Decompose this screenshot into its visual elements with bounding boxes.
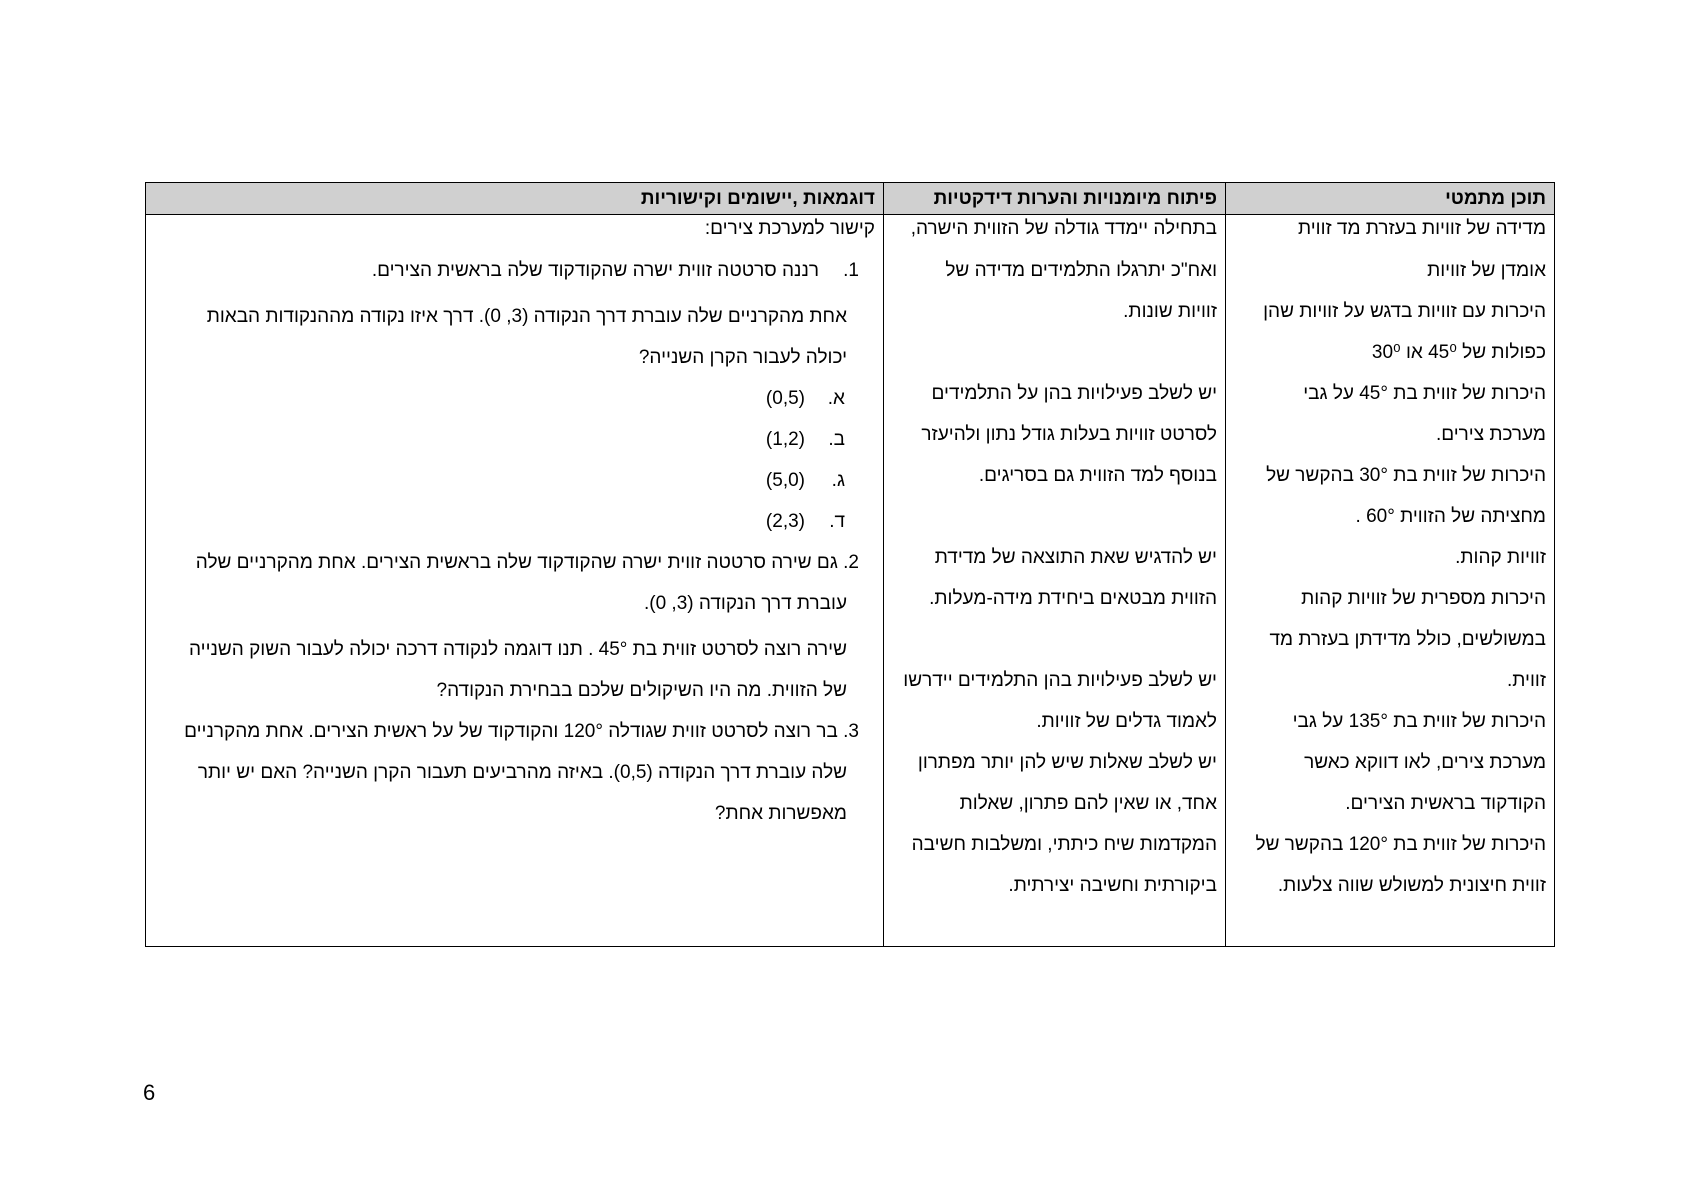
question-3-line: מאפשרות אחת? bbox=[714, 803, 847, 824]
examples-intro: קישור למערכת צירים: bbox=[704, 218, 875, 239]
question-1-line: אחת מהקרניים שלה עוברת דרך הנקודה (3, 0). דרך איזו נקודה מההנקודות הבאות bbox=[206, 306, 847, 327]
option-letter: ג. bbox=[831, 470, 845, 491]
skills-line: לאמוד גדלים של זוויות. bbox=[1036, 711, 1217, 732]
content-line: מערכת צירים. bbox=[1435, 424, 1546, 445]
content-line: זווית. bbox=[1507, 670, 1546, 691]
answer-option bbox=[152, 425, 875, 466]
option-value: (5,0) bbox=[765, 470, 805, 491]
skills-line: ואח"כ יתרגלו התלמידים מדידה של bbox=[945, 260, 1217, 281]
skills-line: הזווית מבטאים ביחידת מידה-מעלות. bbox=[929, 588, 1217, 609]
answer-option bbox=[152, 384, 875, 425]
content-line: היכרות של זווית בת 30° בהקשר של bbox=[1266, 465, 1546, 486]
header-skills: פיתוח מיומנויות והערות דידקטיות bbox=[883, 183, 1225, 214]
header-content: תוכן מתמטי bbox=[1225, 183, 1554, 214]
content-line: מחציתה של הזווית 60° . bbox=[1355, 506, 1546, 527]
question-2-line: שירה רוצה לסרטט זווית בת 45° . תנו דוגמה לנקודה דרכה יכולה לעבור השוק השנייה bbox=[188, 639, 847, 660]
content-line: מדידה של זוויות בעזרת מד זווית bbox=[1297, 218, 1546, 239]
content-line: היכרות עם זוויות בדגש על זוויות שהן bbox=[1263, 301, 1546, 322]
question-3-line: 3. בר רוצה לסרטט זווית שגודלה 120° והקודקוד של על ראשית הצירים. אחת מהקרניים bbox=[184, 721, 859, 742]
content-cell bbox=[1225, 215, 1554, 946]
answer-option bbox=[152, 466, 875, 507]
skills-spacer bbox=[890, 502, 1217, 543]
content-line: במשולשים, כולל מדידתן בעזרת מד bbox=[1269, 629, 1546, 650]
content-line: זווית חיצונית למשולש שווה צלעות. bbox=[1277, 875, 1546, 896]
skills-line: אחד, או שאין להם פתרון, שאלות bbox=[959, 793, 1217, 814]
skills-line: בנוסף למד הזווית גם בסריגים. bbox=[978, 465, 1217, 486]
skills-line: יש להדגיש שאת התוצאה של מדידת bbox=[934, 547, 1217, 568]
option-value: (1,2) bbox=[765, 429, 805, 450]
curriculum-table bbox=[145, 182, 1555, 947]
content-line: אומדן של זוויות bbox=[1427, 260, 1546, 281]
content-line: היכרות של זווית בת 45° על גבי bbox=[1303, 383, 1546, 404]
content-line: הקודקוד בראשית הצירים. bbox=[1345, 793, 1546, 814]
option-letter: א. bbox=[827, 388, 845, 409]
skills-line: יש לשלב שאלות שיש להן יותר מפתרון bbox=[917, 752, 1217, 773]
content-line: מערכת צירים, לאו דווקא כאשר bbox=[1304, 752, 1546, 773]
option-value: (2,3) bbox=[765, 511, 805, 532]
question-1-text: רננה סרטטה זווית ישרה שהקודקוד שלה בראשית הצירים. bbox=[371, 260, 819, 281]
option-letter: ב. bbox=[828, 429, 845, 450]
answer-option bbox=[152, 507, 875, 548]
question-2-line: של הזווית. מה היו השיקולים שלכם בבחירת הנקודה? bbox=[436, 680, 847, 701]
table-header-row bbox=[146, 183, 1554, 215]
skills-line: המקדמות שיח כיתתי, ומשלבות חשיבה bbox=[911, 834, 1217, 855]
question-1-line bbox=[152, 256, 875, 297]
skills-line: ביקורתית וחשיבה יצירתית. bbox=[1008, 875, 1217, 896]
question-2-line: 2. גם שירה סרטטה זווית ישרה שהקודקוד שלה בראשית הצירים. אחת מהקרניים שלה bbox=[195, 552, 859, 573]
page-number: 6 bbox=[143, 1080, 156, 1105]
question-2-line: עוברת דרך הנקודה (3, 0). bbox=[643, 593, 847, 614]
header-examples: דוגמאות ,יישומים וקישוריות bbox=[640, 188, 875, 209]
skills-spacer bbox=[890, 625, 1217, 666]
option-letter: ד. bbox=[829, 511, 845, 532]
examples-cell bbox=[146, 215, 883, 946]
skills-line: לסרטט זוויות בעלות גודל נתון ולהיעזר bbox=[921, 424, 1217, 445]
content-line: היכרות של זווית בת 120° בהקשר של bbox=[1255, 834, 1546, 855]
content-line: היכרות מספרית של זוויות קהות bbox=[1301, 588, 1546, 609]
question-1-line: יכולה לעבור הקרן השנייה? bbox=[638, 347, 847, 368]
question-3-line: שלה עוברת דרך הנקודה (0,5). באיזה מהרביעים תעבור הקרן השנייה? האם יש יותר bbox=[197, 762, 847, 783]
skills-line: זוויות שונות. bbox=[1123, 301, 1217, 322]
content-line: כפולות של 45⁰ או 30⁰ bbox=[1371, 342, 1546, 363]
skills-spacer bbox=[890, 338, 1217, 379]
skills-line: יש לשלב פעילויות בהן על התלמידים bbox=[931, 383, 1217, 404]
question-1-number: 1. bbox=[843, 260, 859, 281]
skills-line: בתחילה יימדד גודלה של הזווית הישרה, bbox=[910, 218, 1217, 239]
table-body-row bbox=[146, 215, 1554, 946]
skills-cell bbox=[883, 215, 1225, 946]
content-line: היכרות של זווית בת 135° על גבי bbox=[1292, 711, 1546, 732]
option-value: (0,5) bbox=[765, 388, 805, 409]
content-line: זוויות קהות. bbox=[1455, 547, 1546, 568]
skills-line: יש לשלב פעילויות בהן התלמידים יידרשו bbox=[903, 670, 1217, 691]
